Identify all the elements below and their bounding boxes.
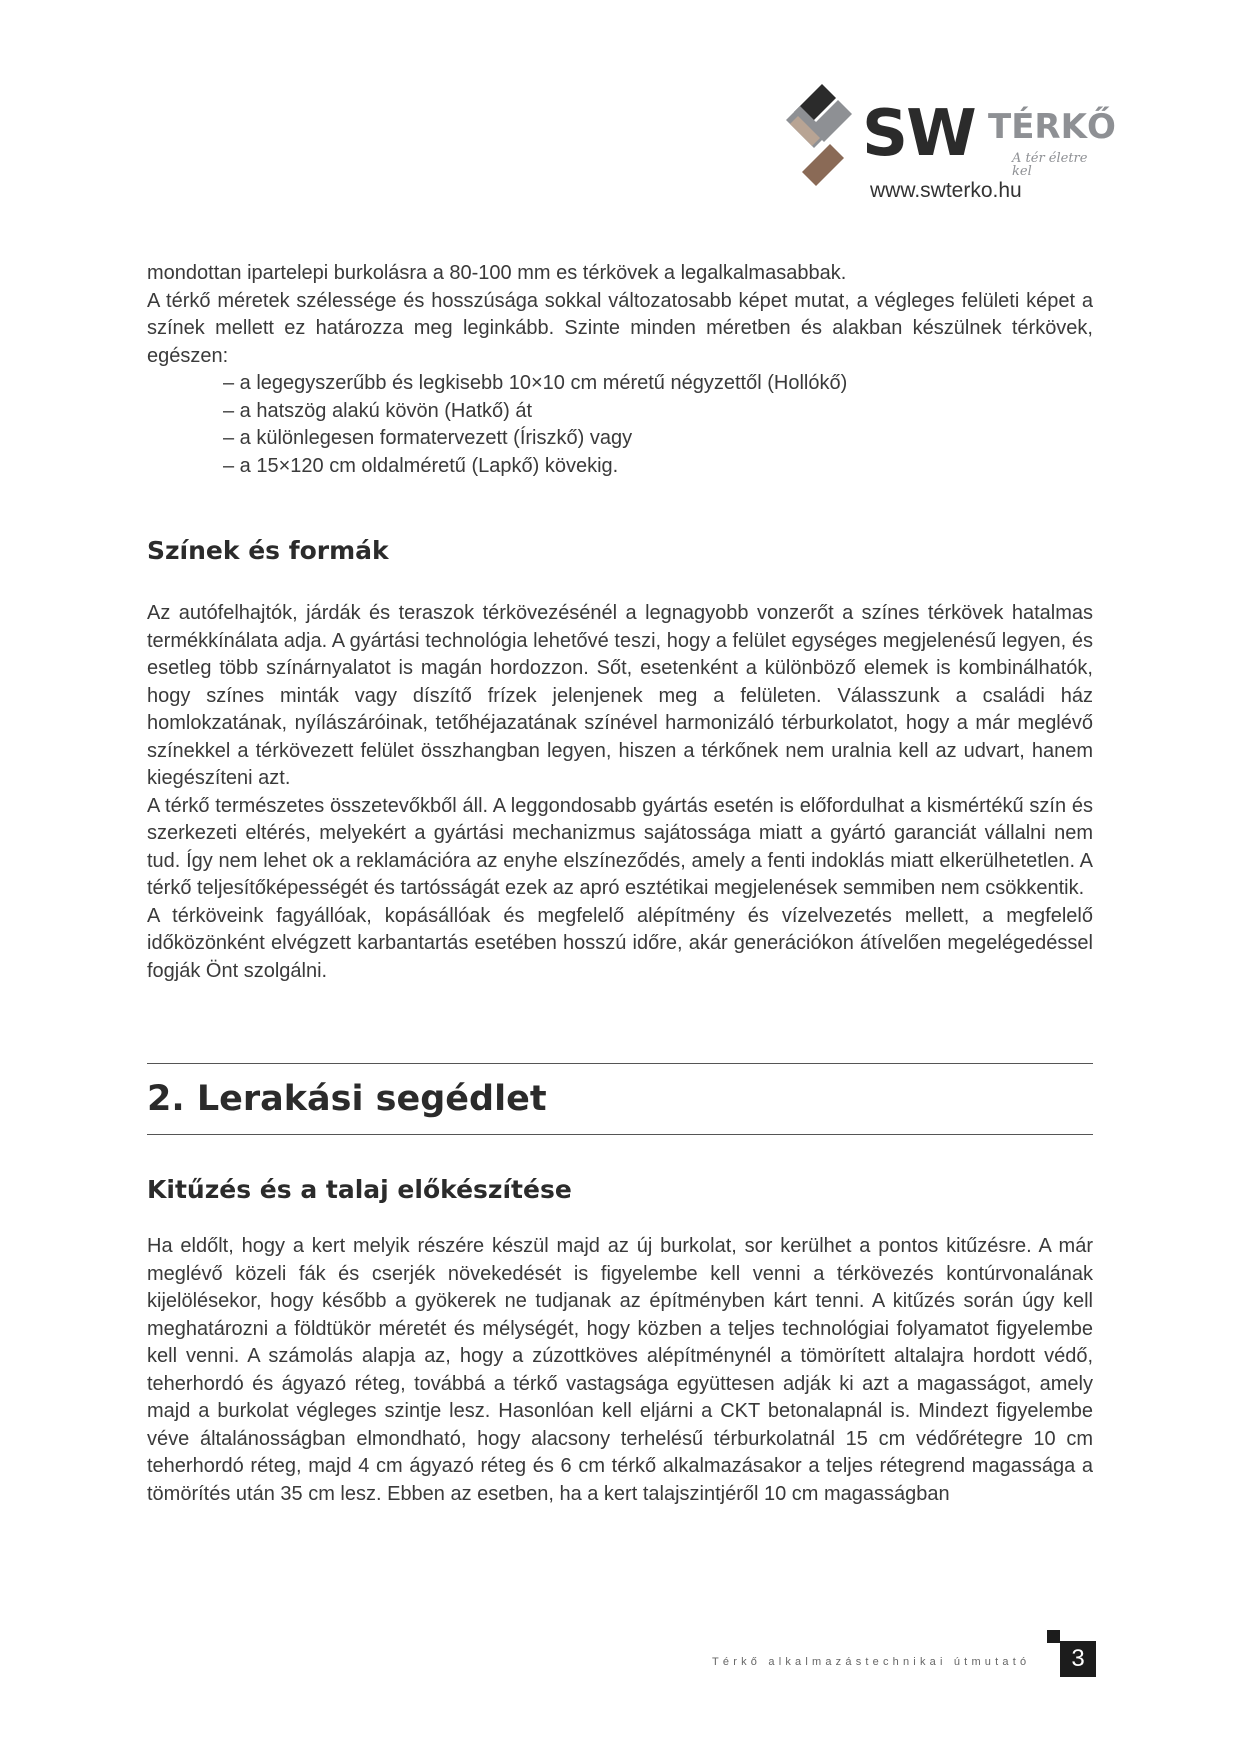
list-item: – a legegyszerűbb és legkisebb 10×10 cm méretű négyzettől (Hollókő) (223, 372, 848, 394)
intro-paragraph-2: A térkő méretek szélessége és hosszúsága sokkal változatosabb képet mutat, a végleges felületi képet a színek mellett ez határozza meg leginkább. Szinte minden méretben és alakban készülnek térkövek, egészen: (147, 289, 1093, 367)
footer-title: Térkő alkalmazástechnikai útmutató (712, 1656, 1031, 1668)
page-content (147, 260, 1093, 1508)
staking-paragraph-1: Ha eldőlt, hogy a kert melyik részére készül majd az új burkolat, sor kerülhet a pontos kitűzésre. A már meglévő közeli fák és cserjék növekedését is figyelembe kell venni a térkövezés kontúrvonalának kijelölésekor, hogy később a gyökerek ne tudjanak az építményben kárt tenni. A kitűzés során úgy kell meghatározni a földtükör méretét és mélységét, hogy közben a teljes technológiai folyamatot figyelembe kell venni. A számolás alapja az, hogy a zúzottköves alépítménynél a tömörített altalajra hordott védő, teherhordó és ágyazó réteg, továbbá a térkő vastagsága együttesen adják ki azt a magasságot, amely majd a burkolat végleges szintje lesz. Hasonlóan kell eljárni a CKT betonalapnál is. Mindezt figyelembe véve általánosságban elmondható, hogy alacsony terhelésű térburkolatnál 15 cm védőrétegre 10 cm teherhordó réteg, majd 4 cm ágyazó réteg és 6 cm térkő alkalmazásakor a teljes rétegrend magassága a tömörítés után 35 cm lesz. Ebben az esetben, ha a kert talajszintjéről 10 cm magasságban (147, 1235, 1093, 1505)
size-list (147, 370, 1093, 480)
logo-name: TÉRKŐ (988, 107, 1116, 147)
chapter-title: 2. Lerakási segédlet (147, 1079, 547, 1119)
brand-logo (780, 80, 1116, 210)
section-heading-colors: Színek és formák (147, 536, 389, 565)
list-item: – a 15×120 cm oldalméretű (Lapkő) kövekig. (223, 454, 619, 477)
colors-paragraph-1: Az autófelhajtók, járdák és teraszok térkövezésénél a legnagyobb vonzerőt a színes térkövek hatalmas termékkínálata adja. A gyártási technológia lehetővé teszi, hogy a felület egységes megjelenésű legyen, és esetleg több színárnyalatot is magán hordozzon. Sőt, esetenként a különböző elemek is kombinálhatók, hogy színes minták vagy díszítő frízek jelenjenek meg a felületen. Válasszunk a családi ház homlokzatának, nyílászáróinak, tetőhéjazatának színével harmonizáló térburkolatot, hogy a már meglévő színekkel a térkövezett felület összhangban legyen, hiszen a térkőnek nem uralnia kell az udvart, hanem kiegészíteni azt. (147, 602, 1093, 789)
page-number-corner (1047, 1630, 1060, 1643)
colors-paragraph-2: A térkő természetes összetevőkből áll. A leggondosabb gyártás esetén is előfordulhat a kismértékű szín és szerkezeti eltérés, melyekért a gyártási mechanizmus sajátossága miatt a gyártó garanciát vállalni nem tud. Így nem lehet ok a reklamációra az enyhe elszíneződés, amely a fenti indoklás miatt elkerülhetetlen. A térkő teljesítőképességét és tartósságát ezek az apró esztétikai megjelenések semmiben nem csökkentik. (147, 794, 1093, 899)
colors-paragraph-3: A térköveink fagyállóak, kopásállóak és megfelelő alépítmény és vízelvezetés mellett, a megfelelő időközönként elvégzett karbantartás esetében hosszú időre, akár generációkon átívelően megelégedéssel fogják Önt szolgálni. (147, 904, 1093, 982)
intro-paragraph-1: mondottan ipartelepi burkolásra a 80-100 mm es térkövek a legalkalmasabbak. (147, 262, 847, 284)
section-heading-staking: Kitűzés és a talaj előkészítése (147, 1175, 572, 1204)
website-url[interactable]: www.swterko.hu (870, 179, 1022, 202)
divider-top (147, 1063, 1093, 1064)
list-item: – a különlegesen formatervezett (Íriszkő) vagy (223, 427, 633, 449)
logo-tagline: A tér életre kel (1012, 151, 1088, 179)
list-item: – a hatszög alakú kövön (Hatkő) át (223, 399, 533, 422)
page-number: 3 (1060, 1641, 1096, 1677)
logo-brand: SW (862, 97, 975, 171)
divider-bottom (147, 1134, 1093, 1135)
